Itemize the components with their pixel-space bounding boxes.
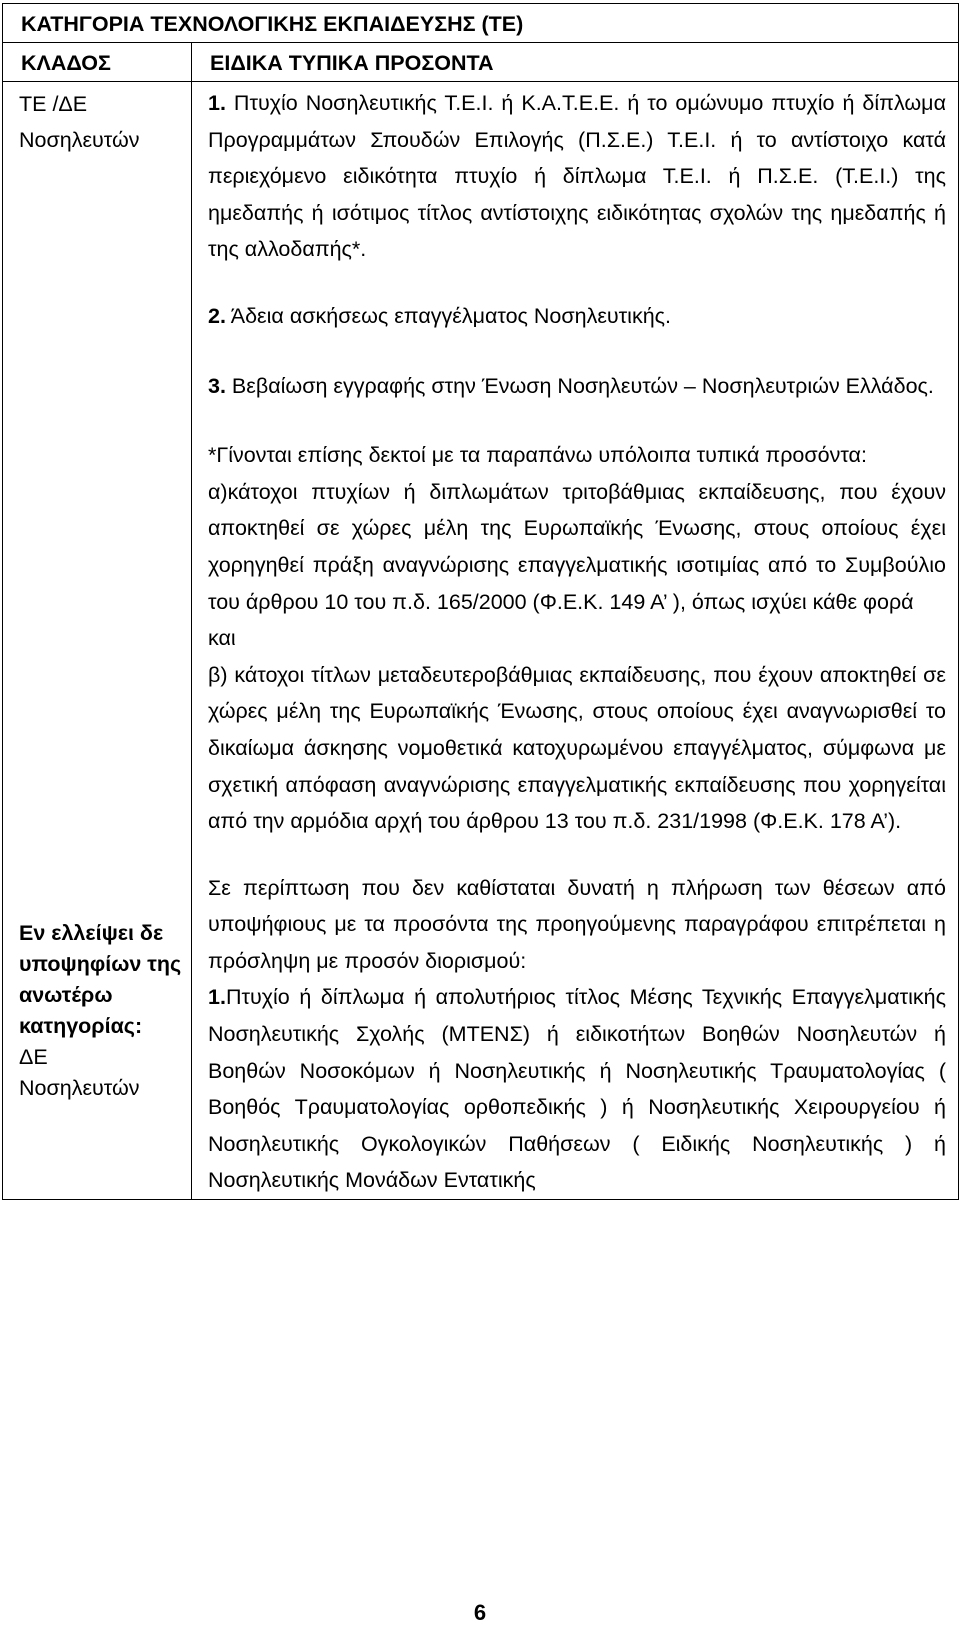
category-line-1: ΤΕ /ΔΕ — [19, 92, 88, 116]
qualification-item-1: 1. Πτυχίο Νοσηλευτικής Τ.Ε.Ι. ή Κ.Α.Τ.Ε.Ε. ή το ομώνυμο πτυχίο ή δίπλωμα Προγραμμάτων Σπουδών Επιλογής (Π.Σ.Ε.) Τ.Ε.Ι. ή το αντίστοιχο κατά περιεχόμενο ειδικότητα πτυχίο ή δίπλωμα Τ.Ε.Ι. ή Π.Σ.Ε. (Τ.Ε.Ι.) της ημεδαπής ή ισότιμος τίτλος αντίστοιχης ειδικότητας σχολών της ημεδαπής ή της αλλοδαπής*. — [208, 91, 946, 262]
fallback-category-heading: Εν ελλείψει δε υποψηφίων της ανωτέρω κατηγορίας: — [19, 921, 182, 1038]
fallback-category-line-1: ΔΕ — [19, 1045, 48, 1069]
category-cell — [3, 82, 192, 1200]
fallback-category-line-2: Νοσηλευτών — [19, 1076, 140, 1100]
category-line-2: Νοσηλευτών — [19, 128, 140, 152]
column-header-qualifications: ΕΙΔΙΚΑ ΤΥΠΙΚΑ ΠΡΟΣΟΝΤΑ — [192, 43, 959, 82]
qualifications-table — [2, 3, 959, 1200]
fallback-intro: Σε περίπτωση που δεν καθίσταται δυνατή η πλήρωση των θέσεων από υποψήφιους με τα προσόντα της προηγούμενης παραγράφου επιτρέπεται η πρόσληψη με προσόν διορισμού: — [208, 875, 946, 973]
column-header-branch: ΚΛΑΔΟΣ — [3, 43, 192, 82]
table-title: ΚΑΤΗΓΟΡΙΑ ΤΕΧΝΟΛΟΓΙΚΗΣ ΕΚΠΑΙΔΕΥΣΗΣ (ΤΕ) — [3, 4, 959, 43]
document-page — [2, 3, 958, 1200]
fallback-item-1: 1.Πτυχίο ή δίπλωμα ή απολυτήριος τίτλος Μέσης Τεχνικής Επαγγελματικής Νοσηλευτικής Σχολής (ΜΤΕΝΣ) ή ειδικοτήτων Βοηθών Νοσηλευτών ή Βοηθών Νοσοκόμων ή Νοσηλευτικής ή Νοσηλευτικής Τραυματολογίας ( Βοηθός Τραυματολογίας ορθοπεδικής ) ή Νοσηλευτικής Χειρουργείου ή Νοσηλευτικής Ογκολογικών Παθήσεων ( Ειδικής Νοσηλευτικής ) ή Νοσηλευτικής Μονάδων Εντατικής — [208, 985, 946, 1193]
qualifications-cell — [192, 82, 959, 1200]
qualification-item-2: 2. Άδεια ασκήσεως επαγγέλματος Νοσηλευτικής. — [208, 303, 671, 328]
table-title-row — [3, 4, 959, 43]
note-item-a: α)κάτοχοι πτυχίων ή διπλωμάτων τριτοβάθμιας εκπαίδευσης, που έχουν αποκτηθεί σε χώρες μέλη της Ευρωπαϊκής Ένωσης, στους οποίους έχει χορηγηθεί πράξη αναγνώρισης επαγγελματικής ισοτιμίας από το Συμβούλιο του άρθρου 10 του π.δ. 165/2000 (Φ.Ε.Κ. 149 Α’ ), όπως ισχύει κάθε φορά — [208, 479, 946, 614]
table-header-row — [3, 43, 959, 82]
note-and: και — [208, 626, 236, 651]
note-intro: *Γίνονται επίσης δεκτοί με τα παραπάνω υπόλοιπα τυπικά προσόντα: — [208, 443, 867, 468]
qualification-item-3: 3. Βεβαίωση εγγραφής στην Ένωση Νοσηλευτών – Νοσηλευτριών Ελλάδος. — [208, 373, 934, 398]
note-item-b: β) κάτοχοι τίτλων μεταδευτεροβάθμιας εκπαίδευσης, που έχουν αποκτηθεί σε χώρες μέλη της Ευρωπαϊκής Ένωσης, στους οποίους έχει αναγνωρισθεί το δικαίωμα άσκησης νομοθετικά κατοχυρωμένου επαγγέλματος, σύμφωνα με σχετική απόφαση αναγνώρισης επαγγελματικής εκπαίδευσης που χορηγείται από την αρμόδια αρχή του άρθρου 13 του π.δ. 231/1998 (Φ.Ε.Κ. 178 Α’). — [208, 662, 946, 834]
page-number: 6 — [473, 1600, 487, 1625]
